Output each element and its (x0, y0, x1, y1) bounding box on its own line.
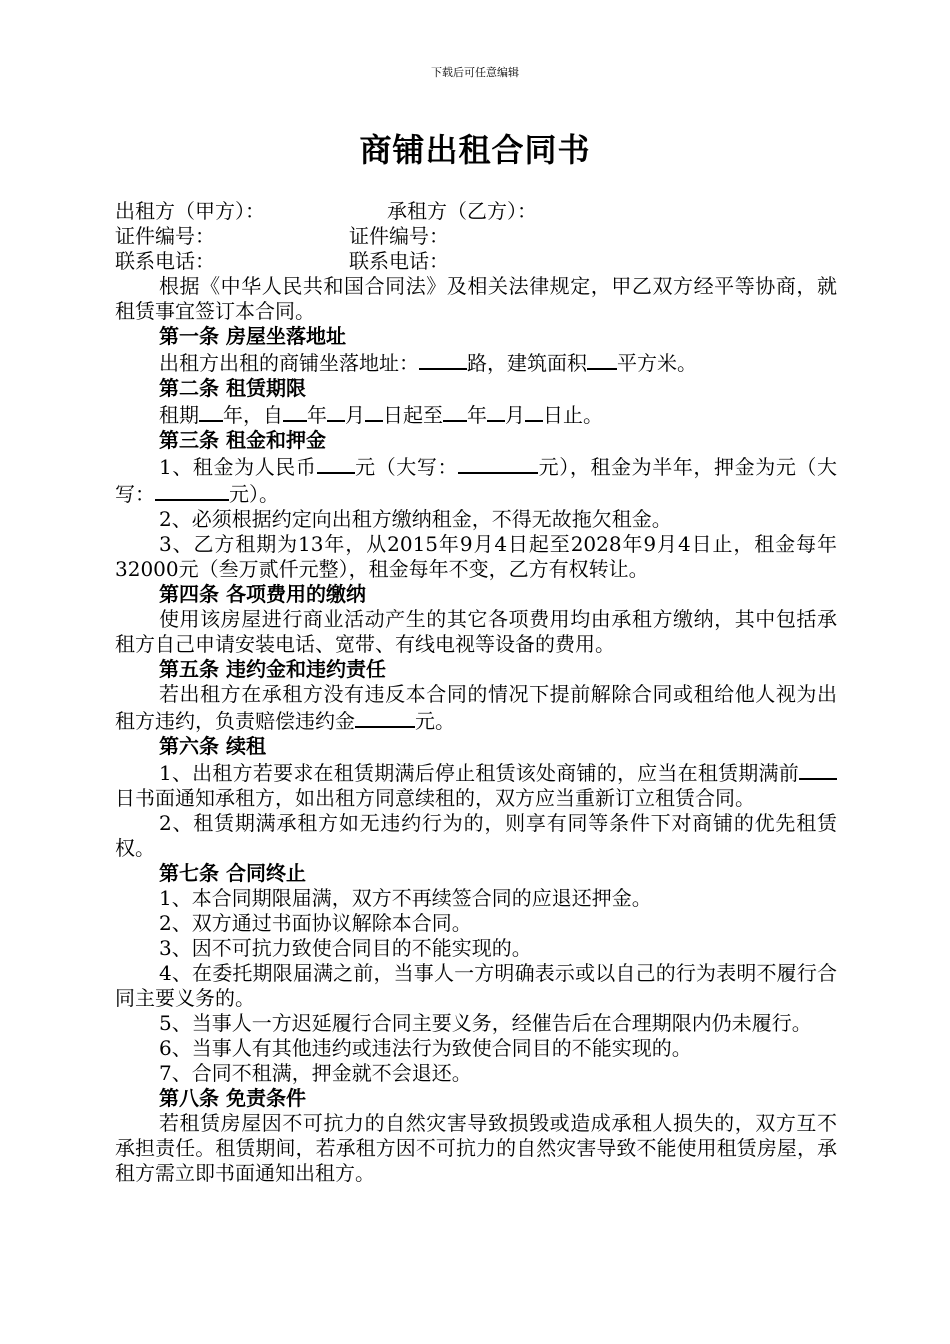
area-text: 路，建筑面积 (467, 351, 587, 375)
penalty-blank (355, 707, 415, 728)
term-text-8: 日止。 (543, 403, 603, 427)
road-blank (419, 349, 467, 370)
article-1-paragraph (115, 349, 837, 376)
rent-text-3: 元），租金为半年，押金为元（大写： (115, 455, 838, 506)
party-row-names (115, 199, 837, 224)
article-8-title: 第八条 免责条件 (159, 1086, 306, 1110)
article-7-item: 5、当事人一方迟延履行合同主要义务，经催告后在合理期限内仍未履行。 (159, 1011, 812, 1035)
area-unit: 平方米。 (617, 351, 697, 375)
address-text: 出租方出租的商铺坐落地址： (159, 351, 419, 375)
article-7-item: 2、双方通过书面协议解除本合同。 (159, 911, 472, 935)
article-7-title: 第七条 合同终止 (159, 861, 306, 885)
contract-body (115, 199, 837, 1186)
article-5-title: 第五条 违约金和违约责任 (159, 657, 386, 681)
start-year-blank (283, 401, 307, 422)
renewal-text-1: 1、出租方若要求在租赁期满后停止租赁该处商铺的，应当在租赁期满前 (159, 761, 799, 785)
article-8-paragraph: 若租赁房屋因不可抗力的自然灾害导致损毁或造成承租人损失的，双方互不承担责任。租赁期间，若承租方因不可抗力的自然灾害导致不能使用租赁房屋，承租方需立即书面通知出租方。 (115, 1111, 837, 1185)
article-4-paragraph: 使用该房屋进行商业活动产生的其它各项费用均由承租方缴纳，其中包括承租方自己申请安装电话、宽带、有线电视等设备的费用。 (115, 607, 837, 656)
rent-amount-blank (317, 453, 355, 474)
article-7-item: 3、因不可抗力致使合同目的不能实现的。 (159, 936, 532, 960)
term-text-7: 月 (505, 403, 525, 427)
start-month-blank (327, 401, 345, 422)
term-text-2: 年，自 (223, 403, 283, 427)
article-7-item: 6、当事人有其他违约或违法行为致使合同目的不能实现的。 (159, 1036, 692, 1060)
penalty-text: 若出租方在承租方没有违反本合同的情况下提前解除合同或租给他人视为出租方违约，负责赔偿违约金 (115, 682, 837, 733)
lessee-phone-label: 联系电话： (349, 249, 449, 273)
rent-words-blank (458, 453, 538, 474)
term-text-6: 年 (467, 403, 487, 427)
article-2-title: 第二条 租赁期限 (159, 376, 306, 400)
lessor-phone-label: 联系电话： (115, 249, 215, 273)
deposit-words-blank (155, 480, 229, 501)
notice-days-blank (799, 759, 837, 780)
end-day-blank (525, 401, 543, 422)
article-7-item: 1、本合同期限届满，双方不再续签合同的应退还押金。 (159, 886, 652, 910)
article-5-paragraph (115, 682, 837, 734)
rent-text-1: 1、租金为人民币 (159, 455, 317, 479)
article-6-item-2: 2、租赁期满承租方如无违约行为的，则享有同等条件下对商铺的优先租赁权。 (115, 811, 837, 860)
article-1-title: 第一条 房屋坐落地址 (159, 324, 346, 348)
term-text-1: 租期 (159, 403, 199, 427)
article-3-item-3: 3、乙方租期为13年，从2015年9月4日起至2028年9月4日止，租金每年32000元（叁万贰仟元整），租金每年不变，乙方有权转让。 (115, 532, 837, 581)
renewal-text-2: 日书面通知承租方，如出租方同意续租的，双方应当重新订立租赁合同。 (115, 786, 755, 810)
intro-paragraph: 根据《中华人民共和国合同法》及相关法律规定，甲乙双方经平等协商，就租赁事宜签订本合同。 (115, 274, 837, 323)
term-text-4: 月 (345, 403, 365, 427)
lessor-id-label: 证件编号： (115, 224, 215, 248)
article-6-item-1 (115, 759, 837, 811)
term-text-5: 日起至 (383, 403, 443, 427)
header-note: 下载后可任意编辑 (431, 66, 519, 79)
article-3-item-1 (115, 453, 837, 507)
years-blank (199, 401, 223, 422)
document-title: 商铺出租合同书 (359, 131, 591, 169)
rent-text-4: 元）。 (229, 482, 279, 506)
end-year-blank (443, 401, 467, 422)
article-7-item: 4、在委托期限届满之前，当事人一方明确表示或以自己的行为表明不履行合同主要义务的。 (115, 961, 837, 1010)
article-3-title: 第三条 租金和押金 (159, 428, 326, 452)
end-month-blank (487, 401, 505, 422)
article-6-title: 第六条 续租 (159, 734, 266, 758)
article-2-paragraph (115, 401, 837, 428)
penalty-unit: 元。 (415, 709, 455, 733)
lessor-label: 出租方（甲方）： (115, 199, 265, 223)
article-3-item-2: 2、必须根据约定向出租方缴纳租金，不得无故拖欠租金。 (159, 507, 672, 531)
rent-text-2: 元（大写： (354, 455, 459, 479)
article-7-item: 7、合同不租满，押金就不会退还。 (159, 1061, 472, 1085)
term-text-3: 年 (307, 403, 327, 427)
article-4-title: 第四条 各项费用的缴纳 (159, 582, 366, 606)
area-blank (587, 349, 617, 370)
start-day-blank (365, 401, 383, 422)
lessee-id-label: 证件编号： (349, 224, 449, 248)
party-row-ids (115, 224, 837, 249)
party-row-phones (115, 249, 837, 274)
lessee-label: 承租方（乙方）： (387, 199, 537, 223)
